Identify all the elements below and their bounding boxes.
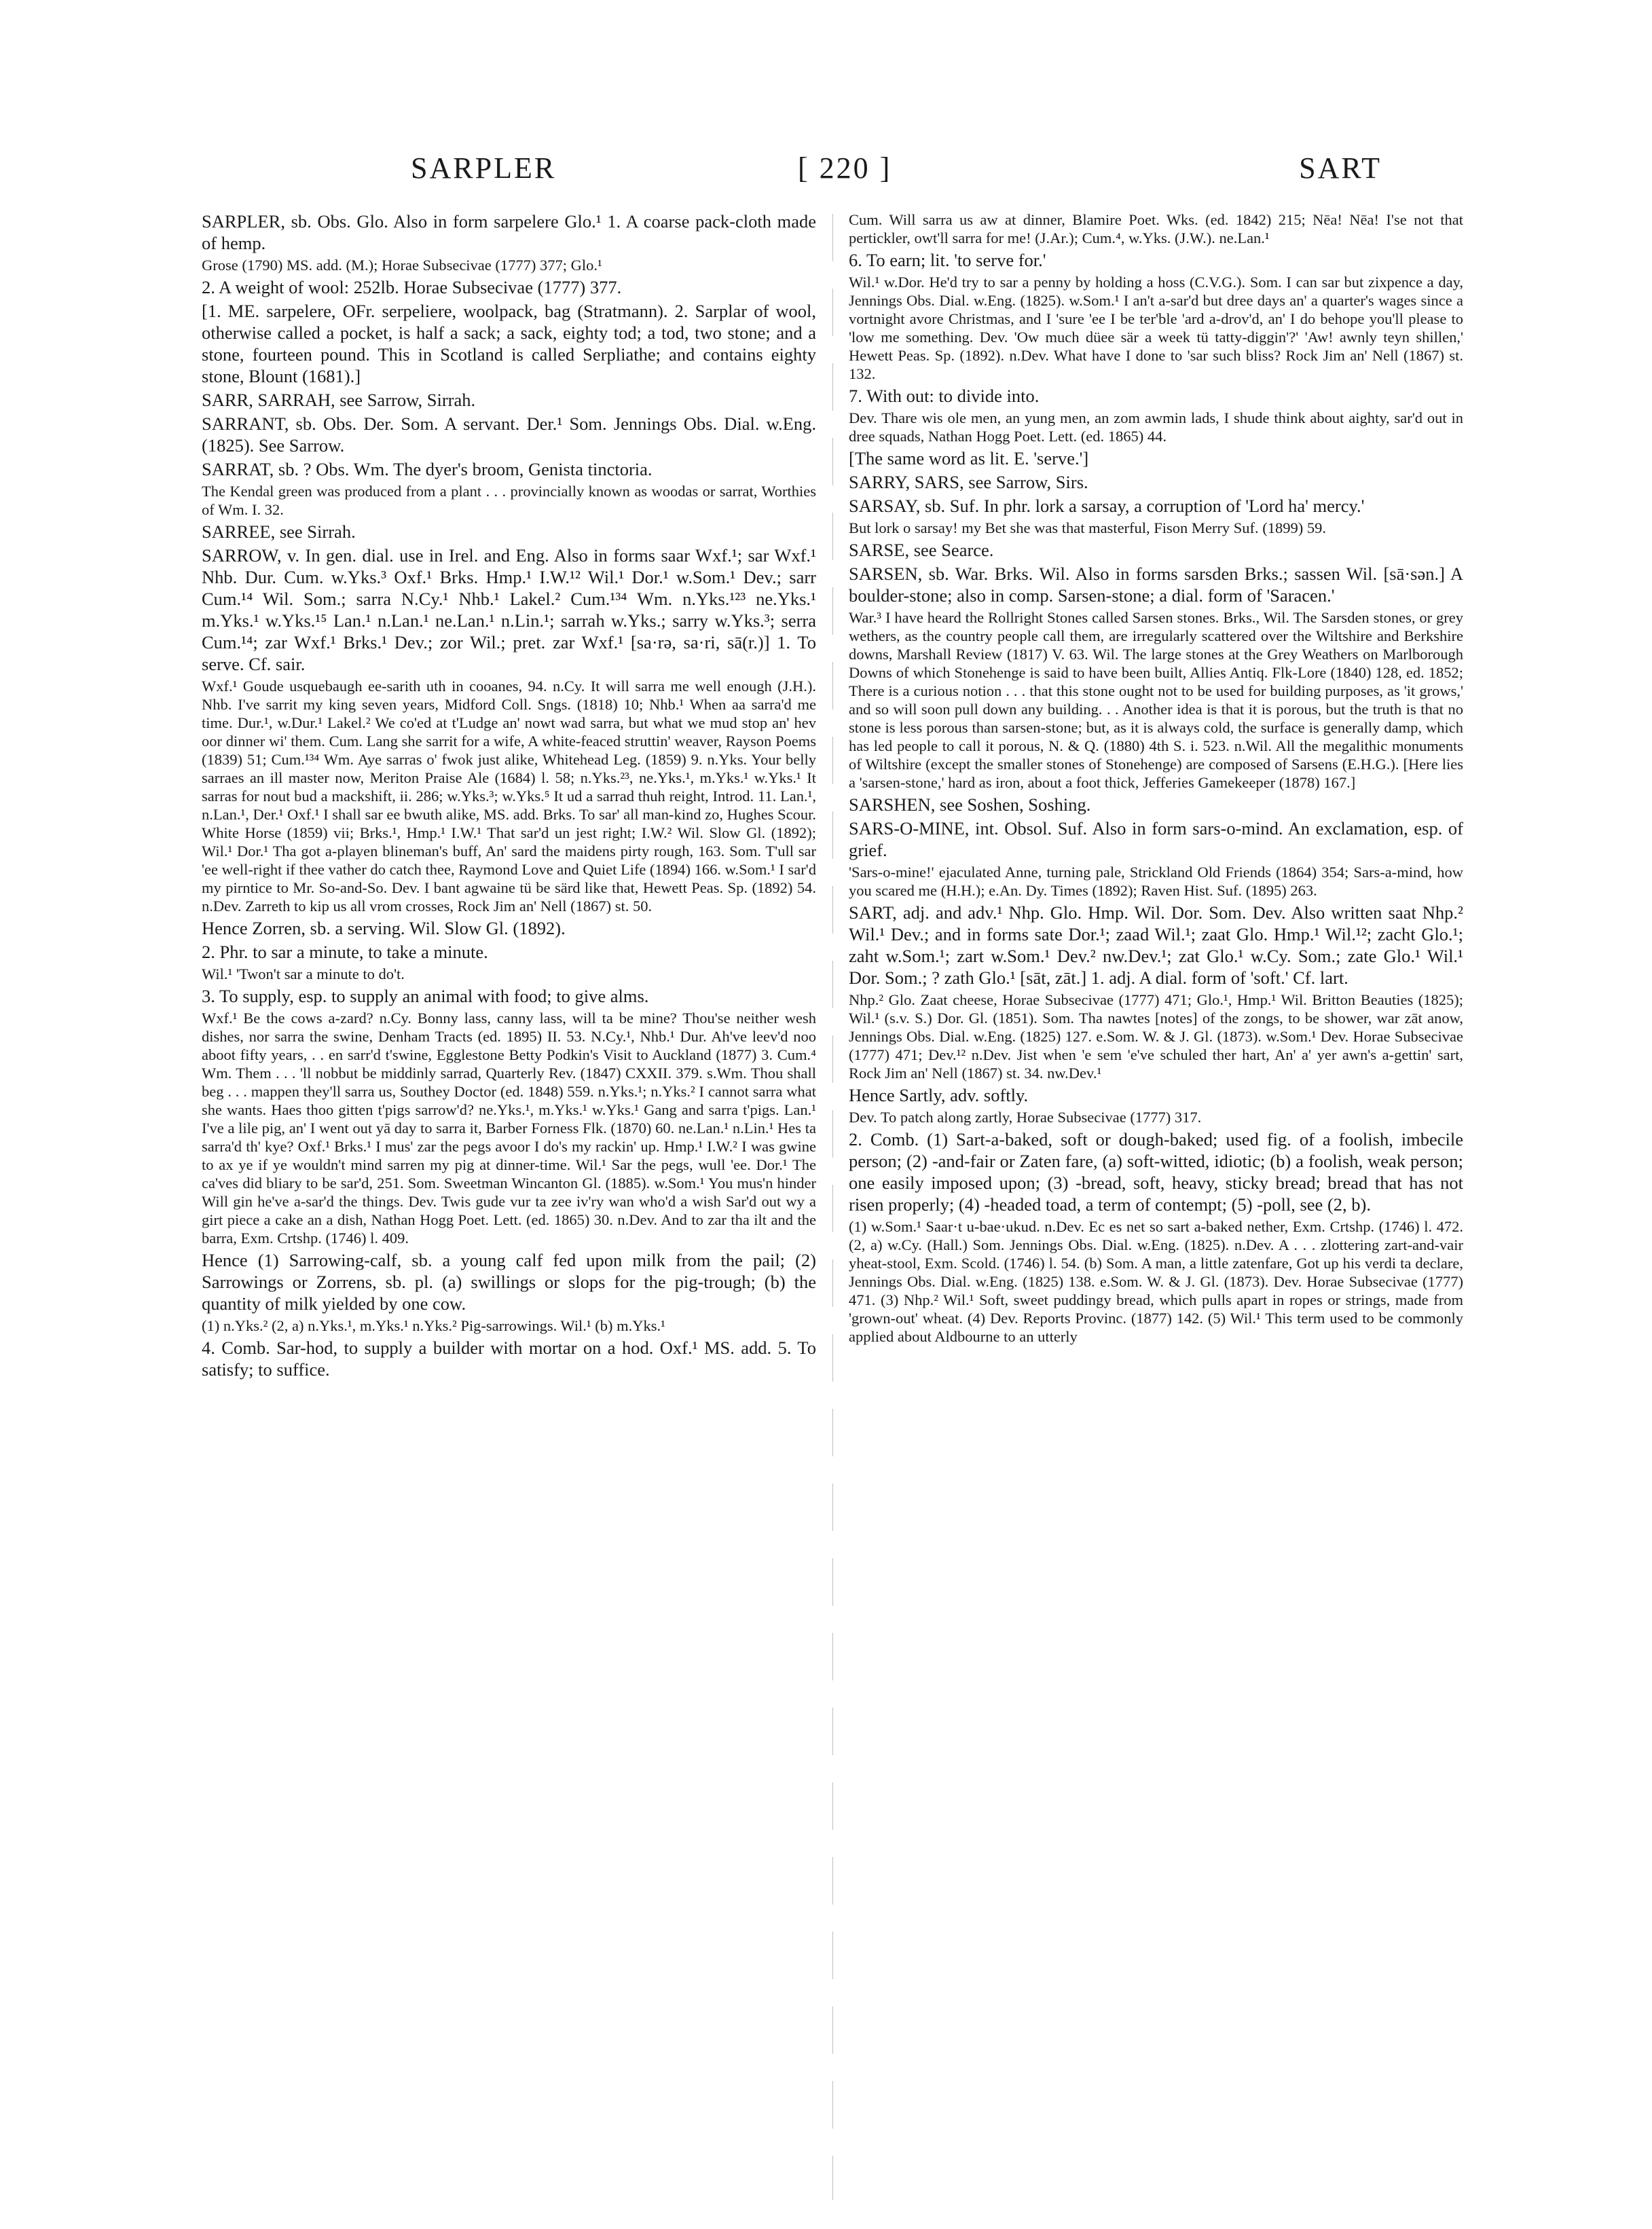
citation: Grose (1790) MS. add. (M.); Horae Subsecivae (1777) 377; Glo.¹: [202, 257, 602, 274]
etymology: [The same word as lit. E. 'serve.']: [849, 448, 1089, 468]
citation: Wxf.¹ Goude usquebaugh ee-sarith uth in cooanes, 94. n.Cy. It will sarra me well enough (J.H.). Nhb. I've sarrit my king seven years, Midford Coll. Sngs. (1818) 10; Nhb.¹ When aa sarra'd me time. Dur.¹, w.Dur.¹ Lakel.² We co'ed at t'Ludge an' nowt wad sarra, but what we mud stop an' hev oor dinner wi' them. Cum. Lang she sarrit for a wife, A white-feaced struttin' weaver, Rayson Poems (1839) 51; Cum.¹³⁴ Wm. Aye sarras o' fwok just alike, Whitehead Leg. (1859) 9. n.Yks. Your belly sarraes an ill master now, Meriton Praise Ale (1684) l. 58; n.Yks.²³, ne.Yks.¹, m.Yks.¹ w.Yks.¹ It sarras for nout bud a mackshift, ii. 286; w.Yks.³; w.Yks.⁵ It ud a sarrad thuh reight, Introd. 11. Lan.¹, n.Lan.¹, Der.¹ Oxf.¹ I shall sar ee bwuth alike, MS. add. Brks. To sar' all man-kind zo, Hughes Scour. White Horse (1859) vii; Brks.¹, Hmp.¹ I.W.¹ That sar'd un jest right; I.W.² Wil. Slow Gl. (1892); Wil.¹ Dor.¹ Tha got a-playen blineman's buff, An' sard the maidens pirty rough, 163. Som. T'ull sar 'ee well-right if thee vather do catch thee, Raymond Love and Quiet Life (1894) 166. w.Som.¹ I sar'd my pirntice to Mr. So-and-So. Dev. I bant agwaine tü be särd like that, Hewett Peas. Sp. (1892) 54. n.Dev. Zarreth to kip us all vrom crosses, Rock Jim an' Nell (1867) st. 50.: [202, 678, 816, 915]
entry-sart: SART, adj. and adv.¹ Nhp. Glo. Hmp. Wil. Dor. Som. Dev. Also written saat Nhp.² Wil.¹ Dev.; and in forms sate Dor.¹; zaad Wil.¹; zaat Glo. Hmp.¹ Wil.¹²; zacht Glo.¹; zaht w.Som.¹; zart w.Som.¹ Dev.² nw.Dev.¹; zat Glo.¹ w.Cy. Som.; zate Glo.¹ Wil.¹ Dor. Som.; ? zath Glo.¹ [sāt, zāt.] 1. adj. A dial. form of 'soft.' Cf. lart.: [849, 902, 1463, 988]
citation: Cum. Will sarra us aw at dinner, Blamire Poet. Wks. (ed. 1842) 215; Nēa! Nēa! I'se not that pertickler, owt'll sarra for me! (J.Ar.); Cum.⁴, w.Yks. (J.W.). ne.Lan.¹: [849, 211, 1463, 246]
citation: Wil.¹ 'Twon't sar a minute to do't.: [202, 965, 405, 982]
sense: 6. To earn; lit. 'to serve for.': [849, 250, 1046, 270]
sense: 7. With out: to divide into.: [849, 386, 1040, 406]
entry-sarree: SARREE, see Sirrah.: [202, 521, 356, 542]
citation: Wxf.¹ Be the cows a-zard? n.Cy. Bonny lass, canny lass, will ta be mine? Thou'se neither wesh dishes, nor sarra the swine, Denham Tracts (ed. 1895) II. 53. N.Cy.¹, Nhb.¹ Dur. Ah've leev'd noo aboot fifty years, . . en sarr'd t'swine, Egglestone Betty Podkin's Visit to Auckland (1877) 3. Cum.⁴ Wm. Them . . . 'll nobbut be middinly sarrad, Quarterly Rev. (1847) CXXII. 379. s.Wm. Thou shall beg . . . mappen they'll sarra us, Southey Doctor (ed. 1848) 559. n.Yks.¹; n.Yks.² I cannot sarra what she wants. Haes thoo gitten t'pigs sarrow'd? ne.Yks.¹, m.Yks.¹ w.Yks.¹ Gang and sarra t'pigs. Lan.¹ I've a lile pig, an' I went out yā day to sarra it, Barber Forness Flk. (1870) 60. ne.Lan.¹ n.Lin.¹ Hes ta sarra'd th' kye? Oxf.¹ Brks.¹ I mus' zar the pegs avoor I do's my rackin' up. Hmp.¹ I.W.² I was gwine to ax ye if ye wouldn't mind sarren my pig at dinner-time. Wil.¹ Sar the pegs, wull 'ee. Dor.¹ The ca'ves did bliary to be sar'd, 251. Som. Sweetman Wincanton Gl. (1885). w.Som.¹ You mus'n hinder Will gin he've a-sar'd the things. Dev. Twis gude vur ta zee iv'ry wan who'd a wish Sar'd out wy a girt piece a cake an a dish, Nathan Hogg Poet. Lett. (ed. 1865) 30. n.Dev. And to zar tha ilt and the barra, Exm. Crtshp. (1746) l. 409.: [202, 1010, 816, 1247]
column-divider: [832, 214, 833, 2200]
entry-sarsay: SARSAY, sb. Suf. In phr. lork a sarsay, a corruption of 'Lord ha' mercy.': [849, 496, 1365, 516]
sense: Hence Sartly, adv. softly.: [849, 1085, 1029, 1105]
citation: Nhp.² Glo. Zaat cheese, Horae Subsecivae (1777) 471; Glo.¹, Hmp.¹ Wil. Britton Beauties (1825); Wil.¹ (s.v. S.) Dor. Gl. (1851). Som. Tha nawtes [notes] of the zongs, to be shower, war zāt anow, Jennings Obs. Dial. w.Eng. (1825) 127. e.Som. W. & J. Gl. (1873). w.Som.¹ Dev. Horae Subsecivae (1777) 471; Dev.¹² n.Dev. Jist when 'e sem 'e've schuled ther hart, An' a' yer awn's a-gettin' sart, Rock Jim an' Nell (1867) st. 34. nw.Dev.¹: [849, 991, 1463, 1082]
left-guide-word: SARPLER: [411, 151, 557, 185]
entry-sarshen: SARSHEN, see Soshen, Soshing.: [849, 794, 1091, 815]
sense: 3. To supply, esp. to supply an animal with food; to give alms.: [202, 986, 649, 1006]
citation: (1) n.Yks.² (2, a) n.Yks.¹, m.Yks.¹ n.Yks.² Pig-sarrowings. Wil.¹ (b) m.Yks.¹: [202, 1317, 665, 1334]
sense: Hence Zorren, sb. a serving. Wil. Slow Gl. (1892).: [202, 918, 566, 938]
citation: Dev. Thare wis ole men, an yung men, an zom awmin lads, I shude think about aighty, sar'd out in dree squads, Nathan Hogg Poet. Lett. (ed. 1865) 44.: [849, 409, 1463, 445]
entry-sarrat: SARRAT, sb. ? Obs. Wm. The dyer's broom, Genista tinctoria.: [202, 459, 653, 479]
sense: 2. Comb. (1) Sart-a-baked, soft or dough-baked; used fig. of a foolish, imbecile person; (2) -and-fair or Zaten fare, (a) soft-witted, idiotic; (b) a foolish, weak person; one easily imposed upon; (3) -bread, soft, heavy, sticky bread; bread that has not risen properly; (4) -headed toad, a term of contempt; (5) -poll, see (2, b).: [849, 1129, 1463, 1215]
entry-sars-o-mine: SARS-O-MINE, int. Obsol. Suf. Also in form sars-o-mind. An exclamation, esp. of grief.: [849, 818, 1463, 860]
citation: The Kendal green was produced from a plant . . . provincially known as woodas or sarrat, Worthies of Wm. I. 32.: [202, 483, 816, 518]
entry-sarse: SARSE, see Searce.: [849, 540, 994, 560]
citation: Dev. To patch along zartly, Horae Subsecivae (1777) 317.: [849, 1109, 1202, 1126]
citation: 'Sars-o-mine!' ejaculated Anne, turning pale, Strickland Old Friends (1864) 354; Sars-a-mind, how you scared me (H.H.); e.An. Dy. Times (1892); Raven Hist. Suf. (1895) 263.: [849, 864, 1463, 899]
sense: 4. Comb. Sar-hod, to supply a builder with mortar on a hod. Oxf.¹ MS. add. 5. To satisfy; to suffice.: [202, 1338, 816, 1380]
entry-sarrow: SARROW, v. In gen. dial. use in Irel. and Eng. Also in forms saar Wxf.¹; sar Wxf.¹ Nhb. Dur. Cum. w.Yks.³ Oxf.¹ Brks. Hmp.¹ I.W.¹² Wil.¹ Dor.¹ w.Som.¹ Dev.; sarr Cum.¹⁴ Wil. Som.; sarra N.Cy.¹ Nhb.¹ Lakel.² Cum.¹³⁴ Wm. n.Yks.¹²³ ne.Yks.¹ m.Yks.¹ w.Yks.¹⁵ Lan.¹ n.Lan.¹ ne.Lan.¹ n.Lin.¹; sarrah w.Yks.; sarry w.Yks.³; serra Cum.¹⁴; zar Wxf.¹ Brks.¹ Dev.; zor Wil.; pret. zar Wxf.¹ [sa·rə, sa·ri, sā(r.)] 1. To serve. Cf. sair.: [202, 545, 816, 674]
entry-sarr: SARR, SARRAH, see Sarrow, Sirrah.: [202, 390, 476, 410]
sense: 2. Phr. to sar a minute, to take a minute.: [202, 942, 488, 962]
citation: War.³ I have heard the Rollright Stones called Sarsen stones. Brks., Wil. The Sarsden stones, or grey wethers, as the country people call them, are irregularly scattered over the Wiltshire and Berkshire downs, Marshall Review (1817) V. 63. Wil. The large stones at the Grey Weathers on Marlborough Downs of which Stonehenge is said to have been built, Allies Antiq. Flk-Lore (1840) 128, ed. 1852; There is a curious notion . . . that this stone ought not to be used for building purposes, as 'it grows,' and so will soon pull down any building. . . Another idea is that it is porous, but the truth is that no stone is less porous than sarsen-stone; but, as it is always cold, the surface is generally damp, which has led people to call it porous, N. & Q. (1880) 4th S. i. 523. n.Wil. All the megalithic monuments of Wiltshire (except the smaller stones of Stonehenge) are composed of Sarsens (E.H.G.). [Here lies a 'sarsen-stone,' hard as iron, about a foot thick, Jefferies Gamekeeper (1878) 167.]: [849, 609, 1463, 791]
left-column: [202, 210, 816, 2207]
citation: (1) w.Som.¹ Saar·t u-bae·ukud. n.Dev. Ec es net so sart a-baked nether, Exm. Crtshp. (1746) l. 472. (2, a) w.Cy. (Hall.) Som. Jennings Obs. Dial. w.Eng. (1825). n.Dev. A . . . zlottering zart-and-vair yheat-stool, Exm. Scold. (1746) l. 54. (b) Som. A man, a little zatenfare, Got up his verdi ta declare, Jennings Obs. Dial. w.Eng. (1825) 138. e.Som. W. & J. Gl. (1873). Dev. Horae Subsecivae (1777) 471. (3) Nhp.² Wil.¹ Soft, sweet puddingy bread, which pulls apart in ropes or strings, made from 'grown-out' wheat. (4) Dev. Reports Provinc. (1877) 142. (5) Wil.¹ This term used to be commonly applied about Aldbourne to an utterly: [849, 1218, 1463, 1345]
entry-sarry: SARRY, SARS, see Sarrow, Sirs.: [849, 472, 1088, 492]
right-guide-word: SART: [1299, 151, 1382, 185]
sense: 2. A weight of wool: 252lb. Horae Subsecivae (1777) 377.: [202, 277, 622, 297]
right-column: [849, 210, 1463, 2207]
citation: Wil.¹ w.Dor. He'd try to sar a penny by holding a hoss (C.V.G.). Som. I can sar but zixpence a day, Jennings Obs. Dial. w.Eng. (1825). w.Som.¹ I an't a-sar'd but dree days an' a quarter's wages since a vortnight avore Christmas, and I 'sure 'ee I be ter'ble 'ard a-drov'd, an' I do behope you'll please to 'low me something. Dev. 'Ow much düee sär a week tü tatty-diggin'?' 'Aw! awnly teyn shillen,' Hewett Peas. Sp. (1892). n.Dev. What have I done to 'sar such bliss? Rock Jim an' Nell (1867) st. 132.: [849, 274, 1463, 382]
etymology: [1. ME. sarpelere, OFr. serpeliere, woolpack, bag (Stratmann). 2. Sarplar of wool, otherwise called a pocket, is half a sack; a sack, eighty tod; a tod, two stone; and a stone, fourteen pound. This in Scotland is called Serpliathe; and contains eighty stone, Blount (1681).]: [202, 301, 816, 386]
entry-sarrant: SARRANT, sb. Obs. Der. Som. A servant. Der.¹ Som. Jennings Obs. Dial. w.Eng. (1825). See Sarrow.: [202, 413, 816, 456]
entry-sarpler: SARPLER, sb. Obs. Glo. Also in form sarpelere Glo.¹ 1. A coarse pack-cloth made of hemp.: [202, 211, 816, 253]
page-header: [207, 136, 1446, 190]
entry-sarsen: SARSEN, sb. War. Brks. Wil. Also in forms sarsden Brks.; sassen Wil. [sā·sən.] A boulder-stone; also in comp. Sarsen-stone; a dial. form of 'Saracen.': [849, 564, 1463, 606]
page-number: [ 220 ]: [798, 151, 892, 185]
sense: Hence (1) Sarrowing-calf, sb. a young calf fed upon milk from the pail; (2) Sarrowings or Zorrens, sb. pl. (a) swillings or slops for the pig-trough; (b) the quantity of milk yielded by one cow.: [202, 1250, 816, 1314]
citation: But lork o sarsay! my Bet she was that masterful, Fison Merry Suf. (1899) 59.: [849, 519, 1327, 536]
